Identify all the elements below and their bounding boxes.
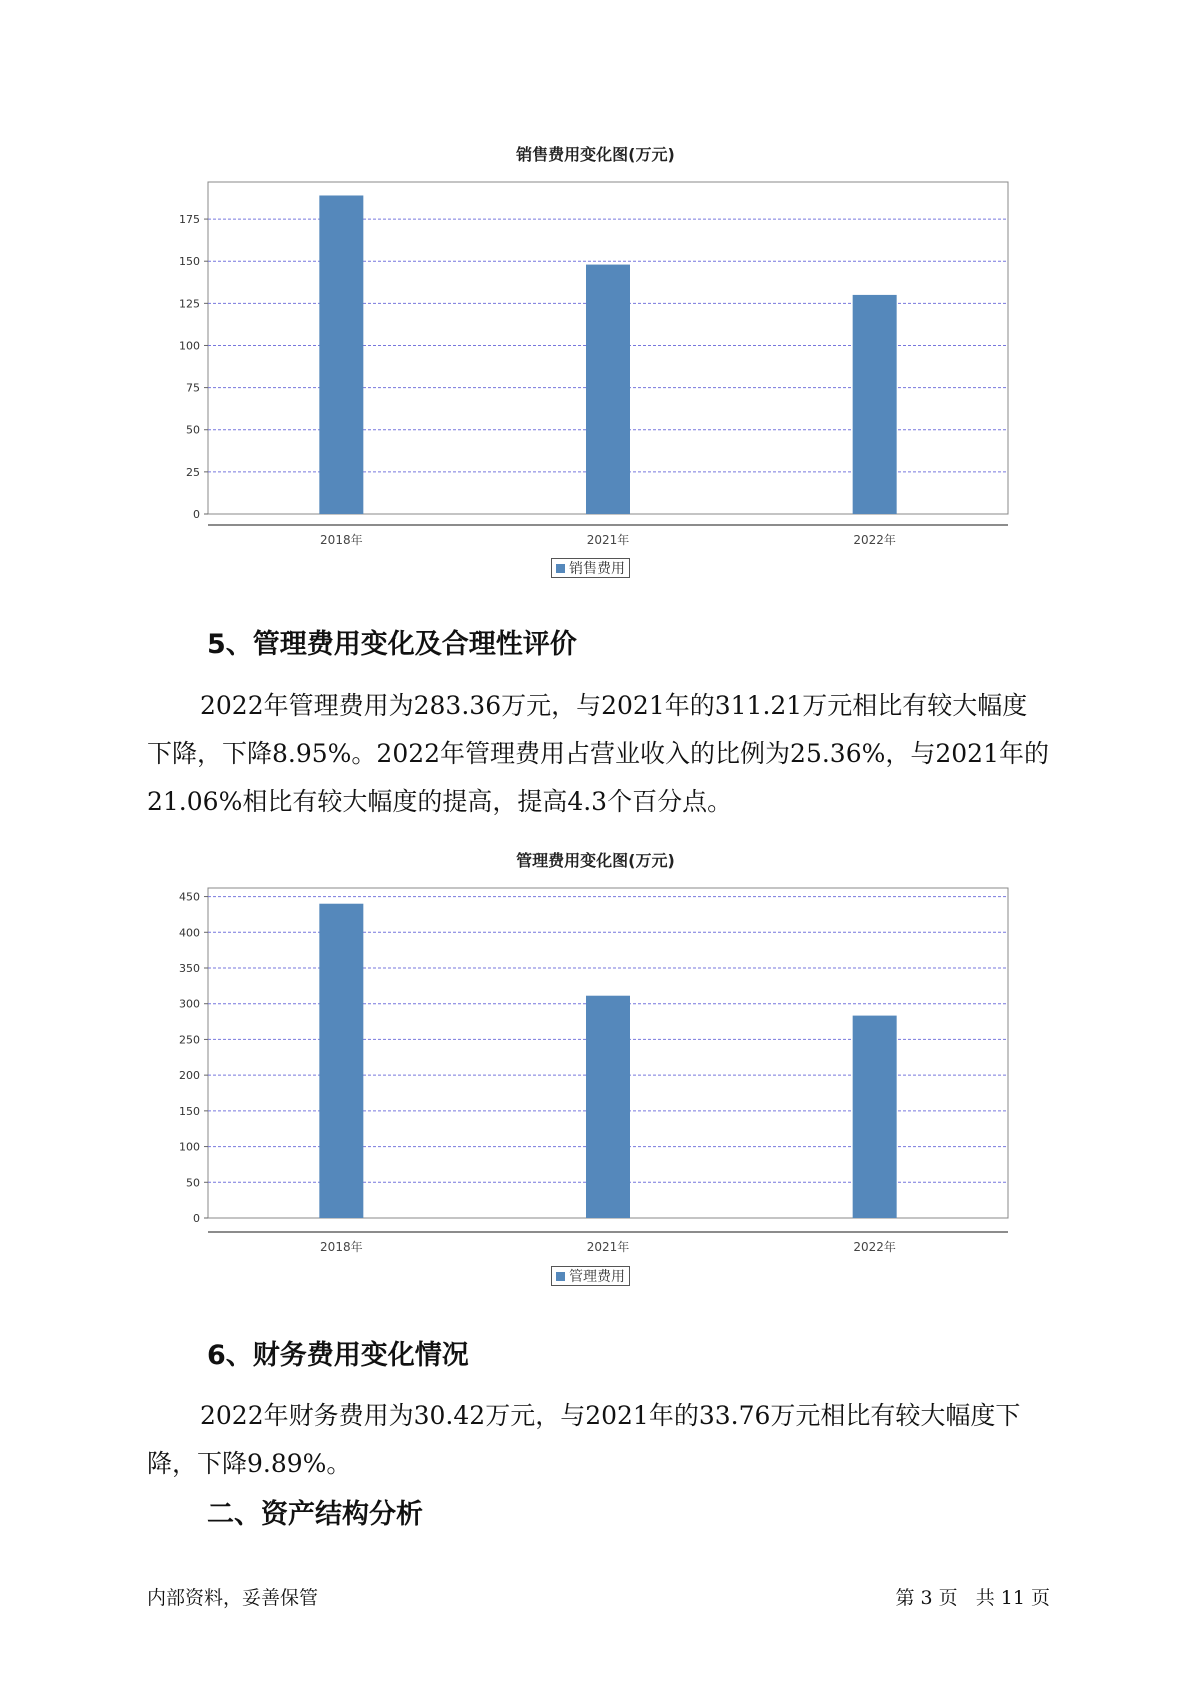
- y-tick-label: 0: [193, 1212, 200, 1225]
- bar: [853, 1016, 897, 1218]
- admin-chart-title: 管理费用变化图(万元): [516, 851, 675, 870]
- y-tick-label: 450: [179, 890, 200, 904]
- bar: [319, 904, 363, 1218]
- y-tick-label: 125: [179, 297, 200, 311]
- asset-structure-heading: 二、资产结构分析: [207, 1499, 423, 1530]
- finance-expense-paragraph: 2022年财务费用为30.42万元，与2021年的33.76万元相比有较大幅度下降，下降9.89%。: [147, 1401, 1021, 1478]
- y-tick-label: 50: [186, 1176, 200, 1190]
- legend-label: 销售费用: [569, 561, 625, 577]
- y-tick-label: 300: [179, 997, 200, 1011]
- x-tick-label: 2021年: [586, 1240, 630, 1254]
- y-tick-label: 150: [179, 255, 200, 269]
- y-tick-label: 175: [179, 213, 200, 227]
- y-tick-label: 100: [179, 1140, 200, 1154]
- y-tick-label: 75: [186, 381, 200, 395]
- bar: [586, 996, 630, 1218]
- x-tick-label: 2018年: [320, 1240, 363, 1254]
- confidential-note: 内部资料，妥善保管: [147, 1587, 319, 1609]
- x-tick-label: 2022年: [853, 1240, 896, 1254]
- x-tick-label: 2022年: [853, 533, 896, 547]
- admin-chart-legend: [551, 1266, 630, 1286]
- y-tick-label: 50: [186, 423, 200, 437]
- x-tick-label: 2021年: [586, 533, 630, 547]
- y-tick-label: 150: [179, 1104, 200, 1118]
- sales-chart-title: 销售费用变化图(万元): [516, 145, 675, 164]
- legend-label: 管理费用: [569, 1269, 625, 1285]
- y-tick-label: 400: [179, 926, 200, 940]
- y-tick-label: 200: [179, 1069, 200, 1083]
- legend-swatch: [556, 1272, 565, 1281]
- page-number: 第 3 页 共 11 页: [895, 1587, 1050, 1609]
- admin-expense-heading: 5、管理费用变化及合理性评价: [207, 629, 577, 660]
- admin-expense-paragraph: 2022年管理费用为283.36万元，与2021年的311.21万元相比有较大幅度下降，下降8.95%。2022年管理费用占营业收入的比例为25.36%，与2021年的21.06%相比有较大幅度的提高，提高4.3个百分点。: [147, 691, 1049, 816]
- y-tick-label: 0: [193, 508, 200, 521]
- finance-expense-heading: 6、财务费用变化情况: [207, 1340, 469, 1371]
- y-tick-label: 250: [179, 1033, 200, 1047]
- y-tick-label: 100: [179, 339, 200, 353]
- x-tick-label: 2018年: [320, 533, 363, 547]
- y-tick-label: 350: [179, 962, 200, 975]
- y-tick-label: 25: [186, 465, 200, 479]
